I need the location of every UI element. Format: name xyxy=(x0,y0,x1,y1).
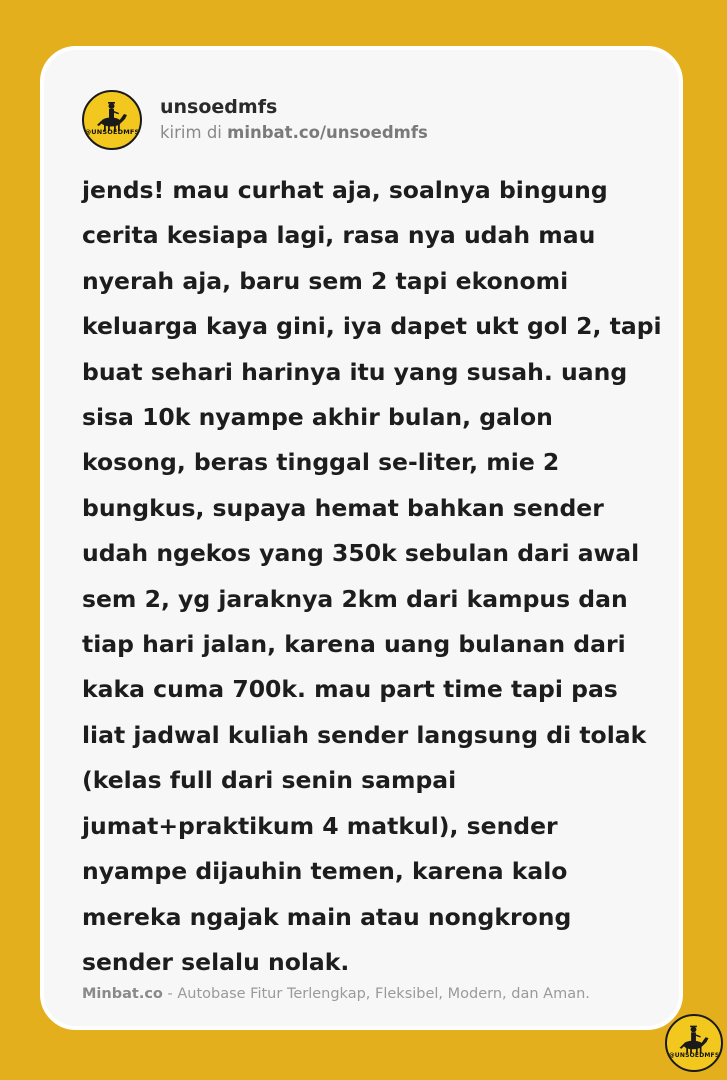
avatar[interactable] xyxy=(82,90,142,150)
username[interactable]: unsoedmfs xyxy=(160,96,278,118)
post-card xyxy=(40,46,683,1030)
horse-rider-icon xyxy=(84,92,140,148)
avatar-label: @UNSOEDMFS xyxy=(84,128,140,136)
corner-logo-label: @UNSOEDMFS xyxy=(668,1052,720,1059)
sent-via-link[interactable]: minbat.co/unsoedmfs xyxy=(227,123,428,142)
footer-brand[interactable]: Minbat.co xyxy=(82,986,163,1002)
horse-rider-icon xyxy=(667,1016,721,1070)
corner-logo xyxy=(665,1014,723,1072)
post-message: jends! mau curhat aja, soalnya bingung cerita kesiapa lagi, rasa nya udah mau nyerah aja, baru sem 2 tapi ekonomi keluarga kaya gini, iya dapet ukt gol 2, tapi buat sehari harinya itu yang susah. uang sisa 10k nyampe akhir bulan, galon kosong, beras tinggal se-liter, mie 2 bungkus, supaya hemat bahkan sender udah ngekos yang 350k sebulan dari awal sem 2, yg jaraknya 2km dari kampus dan tiap hari jalan, karena uang bulanan dari kaka cuma 700k. mau part time tapi pas liat jadwal kuliah sender langsung di tolak (kelas full dari senin sampai jumat+praktikum 4 matkul), sender nyampe dijauhin temen, karena kalo mereka ngajak main atau nongkrong sender selalu nolak. xyxy=(82,176,662,976)
post-header xyxy=(82,88,428,152)
footer-tagline: - Autobase Fitur Terlengkap, Fleksibel, Modern, dan Aman. xyxy=(162,986,590,1002)
sent-via xyxy=(160,121,428,145)
footer xyxy=(82,986,590,1002)
post-author-info xyxy=(160,95,428,145)
sent-via-prefix: kirim di xyxy=(160,123,228,142)
